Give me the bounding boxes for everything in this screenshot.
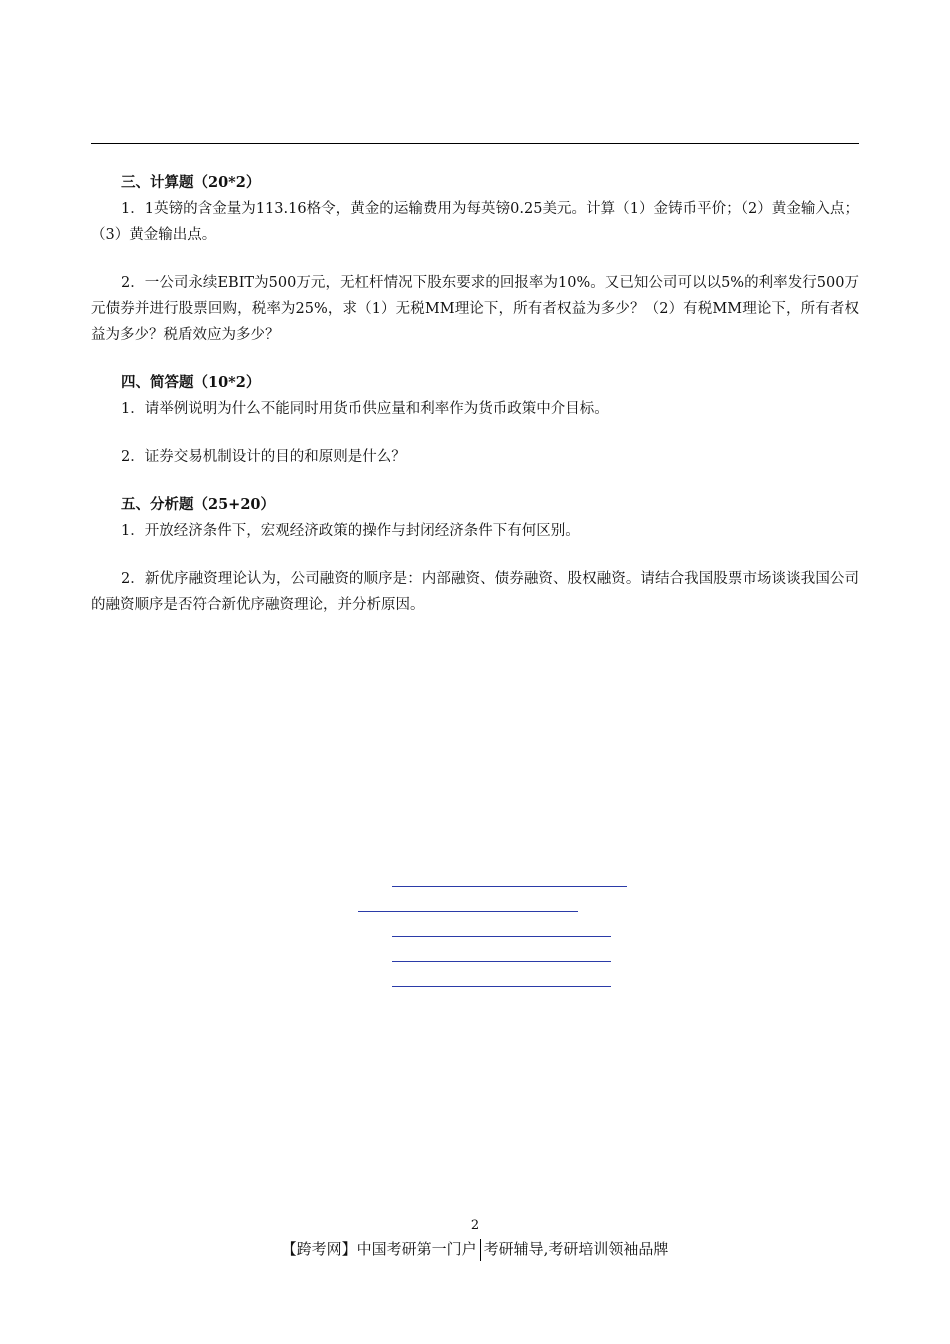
- question-4-1: 1．请举例说明为什么不能同时用货币供应量和利率作为货币政策中介目标。: [121, 401, 609, 417]
- footer-left-text: 【跨考网】中国考研第一门户: [281, 1240, 477, 1258]
- section-heading-short-answer: 四、简答题（10*2）: [121, 374, 261, 391]
- section-heading-analysis: 五、分析题（25+20）: [121, 496, 276, 513]
- header-rule: [91, 143, 859, 144]
- question-3-2: 2．一公司永续EBIT为500万元，无杠杆情况下股东要求的回报率为10%。又已知公司可以以5%的利率发行500万元债券并进行股票回购，税率为25%，求（1）无税MM理论下，所有者权益为多少？（2）有税MM理论下，所有者权益为多少？税盾效应为多少？: [91, 275, 859, 343]
- page-footer: [0, 1238, 950, 1261]
- question-5-2: 2．新优序融资理论认为，公司融资的顺序是：内部融资、债券融资、股权融资。请结合我国股票市场谈谈我国公司的融资顺序是否符合新优序融资理论，并分析原因。: [91, 571, 859, 613]
- link-underline[interactable]: [392, 961, 611, 962]
- link-underline[interactable]: [392, 886, 627, 887]
- question-4-2: 2．证券交易机制设计的目的和原则是什么？: [121, 449, 406, 465]
- question-3-1: 1．1英镑的含金量为113.16格令，黄金的运输费用为每英镑0.25美元。计算（1）金铸币平价；（2）黄金输入点；（3）黄金输出点。: [91, 201, 859, 243]
- exam-content: [91, 170, 859, 618]
- footer-right-text: 考研辅导,考研培训领袖品牌: [483, 1240, 669, 1258]
- page-number: 2: [470, 1218, 480, 1233]
- link-underline[interactable]: [392, 936, 611, 937]
- link-underline[interactable]: [358, 911, 578, 912]
- section-heading-calculation: 三、计算题（20*2）: [121, 174, 261, 191]
- link-underline[interactable]: [392, 986, 611, 987]
- footer-separator: [480, 1239, 481, 1261]
- question-5-1: 1．开放经济条件下，宏观经济政策的操作与封闭经济条件下有何区别。: [121, 523, 580, 539]
